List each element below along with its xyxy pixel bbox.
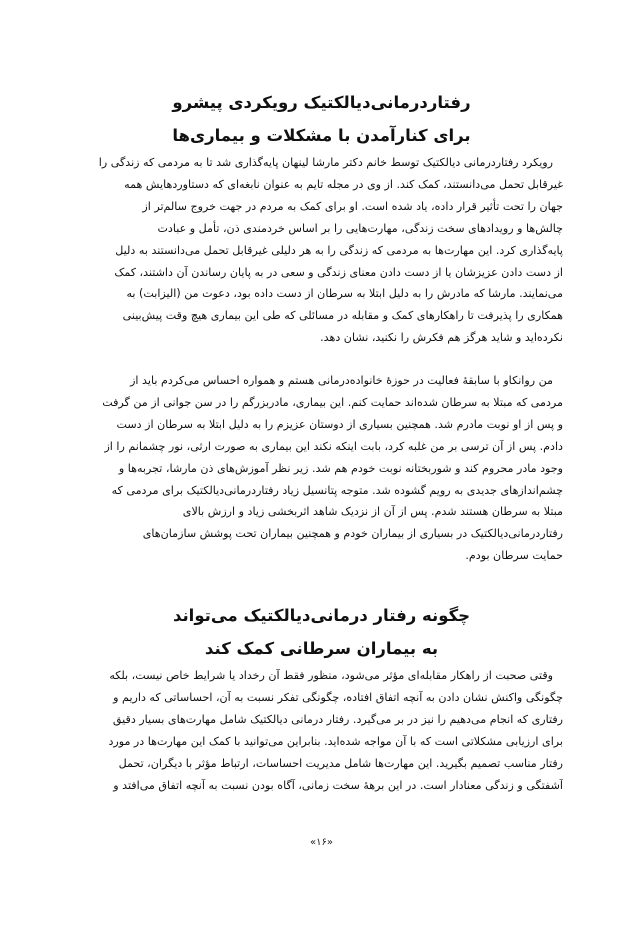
text-line: دادم. پس از آن ترسی بر من غلبه کرد، بابت اینکه نکند این بیماری به صورت ارثی، نور چشمانم را از xyxy=(104,439,563,453)
text-line: مبتلا به سرطان هستند شدم. پس از آن از نزدیک شاهد اثربخشی زیاد و ارزش بالای xyxy=(182,505,563,519)
text-line: چگونگی واکنش نشان دادن به آنچه اتفاق افتاده، چگونگی تفکر نسبت به آن، احساساتی که داریم و xyxy=(113,690,563,704)
text-line: رویکرد رفتاردرمانی دیالکتیک توسط خانم دکتر مارشا لینهان پایه‌گذاری شد تا به مردمی که زندگی را xyxy=(98,156,553,169)
text-line: می‌نمایند. مارشا که مادرش را به دلیل ابتلا به سرطان از دست داده بود، دعوت من (الیزابت) به xyxy=(126,287,563,301)
text-line: رفتاری که انجام می‌دهیم را نیز در بر می‌گیرد. رفتار درمانی دیالکتیک شامل مهارت‌های بسیار دقیق xyxy=(112,712,563,726)
text-line: و پس از او نوبت مادرم شد. همچنین بسیاری از دوستان عزیزم را به دلیل ابتلا به سرطان از دست xyxy=(116,417,563,431)
text-line: رفتار مناسب تصمیم بگیرید. این مهارت‌ها شامل مدیریت احساسات، ارتباط مؤثر با دیگران، تحمل xyxy=(118,756,563,770)
text-line: حمایت سرطان بودم. xyxy=(465,549,563,563)
text-line: غیرقابل تحمل می‌دانستند، کمک کند. از وی در مجله تایم به عنوان نابغه‌ای که دستاوردهایش همه xyxy=(124,177,563,191)
page-number: «۱۶» xyxy=(310,837,333,848)
text-line: برای ارزیابی مشکلاتی است که با آن مواجه شده‌اید. بنابراین می‌توانید با کمک این مهارت‌ها در مورد xyxy=(108,734,563,748)
text-line: مردمی که مبتلا به سرطان شده‌اند حمایت کنم. این بیماری، مادربزرگم را در سن جوانی از من گرفت xyxy=(102,395,563,409)
text-line: وقتی صحبت از راهکار مقابله‌ای مؤثر می‌شود، منظور فقط آن رخداد یا شرایط خاص نیست، بلکه xyxy=(109,669,553,682)
body-paragraph xyxy=(78,152,563,349)
heading-line: رفتاردرمانی‌دیالکتیک رویکردی پیشرو xyxy=(172,93,471,112)
body-paragraph xyxy=(78,665,563,796)
text-line: پایه‌گذاری کرد. این مهارت‌ها به مردمی که زندگی را به هر دلیلی غیرقابل تحمل می‌دانستند به دلیل xyxy=(115,243,563,257)
text-line: چشم‌اندازهای جدیدی به رویم گشوده شد. متوجه پتانسیل زیاد رفتاردرمانی‌دیالکتیک برای مردمی که xyxy=(111,483,563,497)
text-line: آشفتگی و زندگی معنادار است. در این برههٔ سخت زمانی، آگاه بودن نسبت به آنچه اتفاق می‌افتد و xyxy=(113,778,563,792)
text-line: همکاری را پذیرفت تا راهکارهای کمک و مقابله در مسائلی که طی این بیماری هیچ وقت پیش‌بینی xyxy=(122,309,563,323)
heading-line: چگونه رفتار درمانی‌دیالکتیک می‌تواند xyxy=(172,606,471,625)
text-line: من روانکاو با سابقهٔ فعالیت در حوزهٔ خانواده‌درمانی هستم و همواره احساس می‌کردم باید از xyxy=(130,374,553,387)
text-line: نکرده‌اید و شاید هرگز هم فکرش را نکنید، نشان دهد. xyxy=(320,331,563,345)
text-line: وجود مادر محروم کند و شوربختانه نوبت خودم هم شد. زیر نظر آموزش‌های ذن مارشا، تجربه‌ها و xyxy=(118,461,563,475)
chapter-heading xyxy=(60,86,583,152)
heading-line: به بیماران سرطانی کمک کند xyxy=(204,639,439,658)
body-paragraph xyxy=(78,370,563,567)
text-line: چالش‌ها و رویدادهای سخت زندگی، مهارت‌هایی را بر اساس خردمندی ذن، تأمل و عبادت xyxy=(157,221,563,235)
text-line: از دست دادن عزیزشان یا از دست دادن معنای زندگی و سعی در به پایان رساندن آن داشتند، کمک xyxy=(114,265,563,279)
section-heading xyxy=(60,599,583,665)
heading-line: برای کنارآمدن با مشکلات و بیماری‌ها xyxy=(172,126,471,145)
text-line: جهان را تحت تأثیر قرار داده، یاد شده است. او برای کمک به مردم در جهت خروج سالم‌تر از xyxy=(142,199,563,213)
text-line: رفتاردرمانی‌دیالکتیک در بسیاری از بیماران خودم و همچنین بیماران تحت پوشش سازمان‌های xyxy=(142,527,563,541)
